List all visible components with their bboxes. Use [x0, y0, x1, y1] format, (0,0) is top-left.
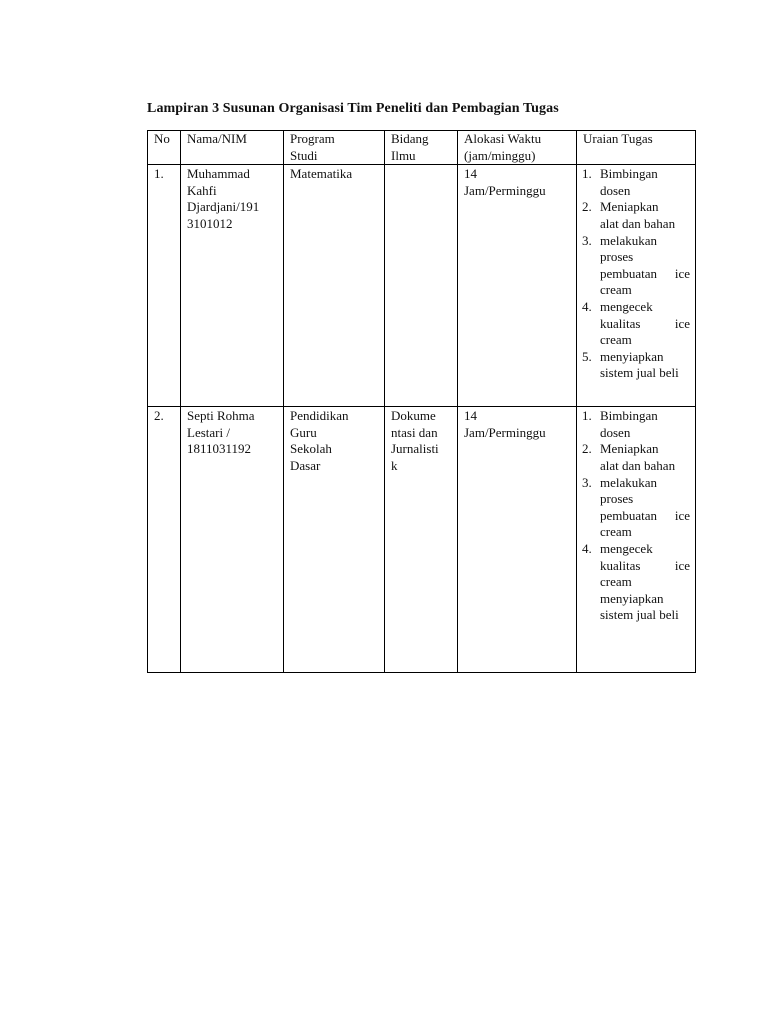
header-alokasi-line1: Alokasi Waktu — [464, 131, 542, 146]
nama-nim-line: Septi Rohma — [187, 408, 255, 424]
task-text-line: alat dan bahan — [600, 215, 676, 231]
alokasi-waktu-line: Jam/Perminggu — [464, 424, 546, 440]
header-nama-label: Nama/NIM — [187, 131, 247, 146]
cell-program-studi — [284, 165, 385, 407]
cell-uraian-tugas — [577, 165, 696, 407]
task-number: 1. — [582, 408, 592, 424]
cell-alokasi-waktu — [458, 165, 577, 407]
header-program-line1: Program — [290, 131, 335, 146]
task-text-line: kualitas ice — [600, 315, 690, 331]
task-text-line: cream — [600, 574, 632, 590]
bidang-ilmu-line: Dokume — [391, 408, 436, 424]
task-item — [583, 299, 690, 349]
task-number: 2. — [582, 441, 592, 457]
task-text-line: Bimbingan — [600, 408, 658, 424]
task-number: 1. — [582, 166, 592, 182]
bidang-ilmu-line: Jurnalisti — [391, 441, 439, 457]
task-text-line: Bimbingan — [600, 166, 658, 182]
cell-uraian-tugas — [577, 407, 696, 673]
task-number: 4. — [582, 298, 592, 314]
header-bidang-line1: Bidang — [391, 131, 429, 146]
nama-nim-line: Lestari / — [187, 424, 230, 440]
organization-table — [147, 130, 696, 673]
cell-bidang-ilmu — [385, 407, 458, 673]
header-bidang-line2: Ilmu — [391, 147, 416, 163]
bidang-ilmu-line: ntasi dan — [391, 424, 438, 440]
task-text-line: dosen — [600, 182, 631, 198]
cell-bidang-ilmu — [385, 165, 458, 407]
cell-alokasi-waktu — [458, 407, 577, 673]
row-number: 2. — [154, 408, 164, 424]
task-number: 5. — [582, 348, 592, 364]
task-number: 3. — [582, 232, 592, 248]
nama-nim-line: 1811031192 — [187, 441, 252, 457]
task-text-line: Meniapkan — [600, 441, 659, 457]
header-alokasi-waktu — [458, 131, 577, 165]
nama-nim-line: Muhammad — [187, 166, 250, 182]
task-text-line: dosen — [600, 424, 631, 440]
table-row — [148, 165, 696, 407]
cell-no — [148, 407, 181, 673]
document-title: Lampiran 3 Susunan Organisasi Tim Peneliti dan Pembagian Tugas — [147, 101, 559, 116]
header-uraian-tugas — [577, 131, 696, 165]
task-item — [583, 541, 690, 624]
task-text-line: alat dan bahan — [600, 457, 676, 473]
task-text-line: sistem jual beli — [600, 607, 679, 623]
cell-no — [148, 165, 181, 407]
task-text-line: cream — [600, 524, 632, 540]
task-item — [583, 199, 690, 232]
header-program-line2: Studi — [290, 147, 318, 163]
task-list — [583, 408, 690, 624]
nama-nim-line: Djardjani/191 — [187, 199, 260, 215]
program-studi-line: Sekolah — [290, 441, 332, 457]
task-text-line: kualitas ice — [600, 557, 690, 573]
task-text-line: melakukan — [600, 474, 658, 490]
task-item — [583, 441, 690, 474]
task-text-line: pembuatan ice — [600, 507, 690, 523]
task-text-line: proses — [600, 491, 634, 507]
task-item — [583, 408, 690, 441]
bidang-ilmu-line: k — [391, 457, 398, 473]
task-number: 3. — [582, 474, 592, 490]
alokasi-waktu-line: Jam/Perminggu — [464, 182, 546, 198]
program-studi-line: Matematika — [290, 166, 353, 182]
header-bidang-ilmu — [385, 131, 458, 165]
task-text-line: mengecek — [600, 298, 653, 314]
header-uraian-label: Uraian Tugas — [583, 131, 653, 146]
task-text-line: menyiapkan — [600, 348, 664, 364]
task-text-line: menyiapkan — [600, 590, 664, 606]
task-number: 2. — [582, 199, 592, 215]
header-alokasi-line2: (jam/minggu) — [464, 147, 536, 163]
cell-nama-nim — [181, 165, 284, 407]
task-text-line: cream — [600, 282, 632, 298]
task-item — [583, 233, 690, 299]
program-studi-line: Guru — [290, 424, 317, 440]
program-studi-line: Pendidikan — [290, 408, 349, 424]
task-item — [583, 166, 690, 199]
cell-nama-nim — [181, 407, 284, 673]
header-no-label: No — [154, 131, 170, 146]
table-header-row — [148, 131, 696, 165]
task-text-line: mengecek — [600, 540, 653, 556]
task-number: 4. — [582, 540, 592, 556]
task-item — [583, 349, 690, 382]
nama-nim-line: 3101012 — [187, 215, 233, 231]
task-text-line: melakukan — [600, 232, 658, 248]
row-number: 1. — [154, 166, 164, 182]
task-text-line: cream — [600, 332, 632, 348]
task-text-line: pembuatan ice — [600, 265, 690, 281]
header-no — [148, 131, 181, 165]
alokasi-waktu-line: 14 — [464, 166, 477, 182]
task-text-line: sistem jual beli — [600, 365, 679, 381]
alokasi-waktu-line: 14 — [464, 408, 477, 424]
nama-nim-line: Kahfi — [187, 182, 217, 198]
task-text-line: proses — [600, 249, 634, 265]
task-list — [583, 166, 690, 382]
header-program-studi — [284, 131, 385, 165]
task-item — [583, 475, 690, 541]
header-nama — [181, 131, 284, 165]
table-row — [148, 407, 696, 673]
program-studi-line: Dasar — [290, 457, 321, 473]
task-text-line: Meniapkan — [600, 199, 659, 215]
cell-program-studi — [284, 407, 385, 673]
